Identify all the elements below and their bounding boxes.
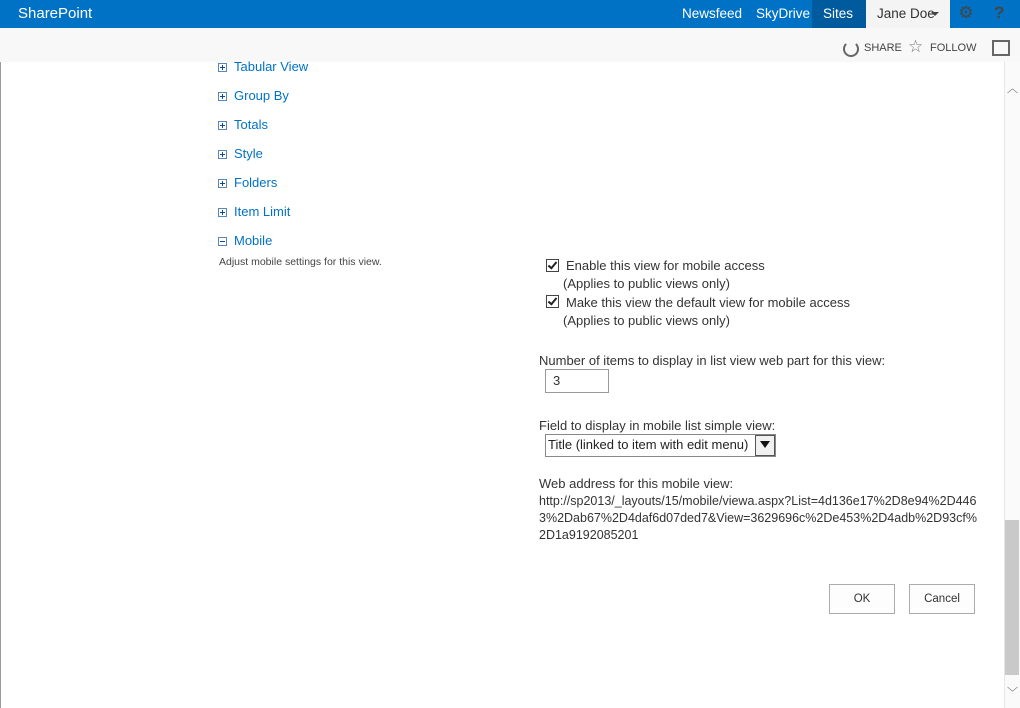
expand-icon[interactable] <box>218 63 227 72</box>
default-mobile-label: Make this view the default view for mobile access <box>566 295 850 310</box>
star-icon[interactable]: ☆ <box>908 37 924 56</box>
nav-skydrive[interactable]: SkyDrive <box>756 6 811 21</box>
field-display-select[interactable] <box>545 434 776 457</box>
section-title[interactable]: Style <box>234 146 263 161</box>
items-count-value: 3 <box>553 373 561 388</box>
expand-icon[interactable] <box>218 92 227 101</box>
scroll-up-icon[interactable]: ︿ <box>1007 83 1018 95</box>
nav-newsfeed[interactable]: Newsfeed <box>682 6 743 21</box>
follow-button[interactable]: FOLLOW <box>930 42 977 54</box>
enable-mobile-note: (Applies to public views only) <box>563 276 730 291</box>
enable-mobile-checkbox[interactable] <box>546 259 559 272</box>
sharepoint-brand[interactable]: SharePoint <box>18 5 93 22</box>
items-count-label: Number of items to display in list view web part for this view: <box>539 353 886 368</box>
user-name[interactable]: Jane Doe <box>877 6 935 21</box>
section-title[interactable]: Mobile <box>234 233 273 248</box>
field-display-value: Title (linked to item with edit menu) <box>548 437 749 452</box>
scroll-down-icon[interactable]: ﹀ <box>1007 687 1018 699</box>
mobile-description: Adjust mobile settings for this view. <box>219 256 382 268</box>
share-button[interactable]: SHARE <box>864 42 902 54</box>
chevron-down-icon[interactable] <box>931 12 939 16</box>
enable-mobile-label: Enable this view for mobile access <box>566 258 765 273</box>
default-mobile-note: (Applies to public views only) <box>563 313 730 328</box>
expand-icon[interactable] <box>218 208 227 217</box>
default-mobile-checkbox[interactable] <box>546 295 559 308</box>
nav-sites[interactable]: Sites <box>823 6 854 21</box>
ok-button[interactable]: OK <box>829 584 895 614</box>
share-icon[interactable] <box>843 41 859 57</box>
field-display-label: Field to display in mobile list simple view: <box>539 418 776 433</box>
page-border <box>0 62 1 708</box>
cancel-button[interactable]: Cancel <box>909 584 975 614</box>
focus-on-content-icon[interactable] <box>992 40 1010 56</box>
section-title[interactable]: Tabular View <box>234 59 309 74</box>
items-count-input[interactable] <box>545 369 609 393</box>
scrollbar-thumb[interactable] <box>1005 520 1019 675</box>
expand-icon[interactable] <box>218 150 227 159</box>
section-title[interactable]: Folders <box>234 175 278 190</box>
help-icon[interactable]: ? <box>994 3 1005 22</box>
dropdown-arrow-icon[interactable] <box>755 435 775 456</box>
section-title[interactable]: Group By <box>234 88 289 103</box>
gear-icon[interactable]: ⚙ <box>958 3 974 22</box>
web-address-value: http://sp2013/_layouts/15/mobile/viewa.aspx?List=4d136e17%2D8e94%2D4463%2Dab67%2D4daf6d07ded7&View=3629696c%2De453%2D4adb%2D93cf%2D1a9192085201 <box>539 494 977 542</box>
section-title[interactable]: Item Limit <box>234 204 291 219</box>
expand-icon[interactable] <box>218 179 227 188</box>
web-address-label: Web address for this mobile view: <box>539 476 734 491</box>
expand-icon[interactable] <box>218 121 227 130</box>
collapse-icon[interactable] <box>218 237 227 246</box>
section-title[interactable]: Totals <box>234 117 268 132</box>
